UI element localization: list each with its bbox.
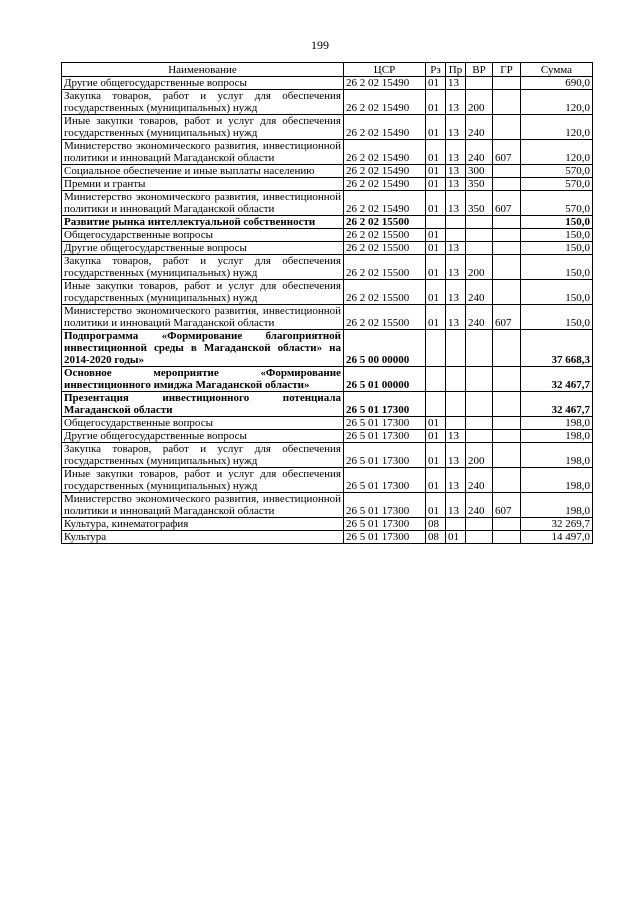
cell-sum: 198,0: [521, 468, 593, 493]
cell-vr: 200: [466, 90, 493, 115]
cell-sum: 14 497,0: [521, 531, 593, 544]
cell-gr: 607: [493, 140, 521, 165]
cell-vr: 240: [466, 493, 493, 518]
cell-gr: [493, 165, 521, 178]
header-csr: ЦСР: [344, 63, 426, 77]
cell-pr: 13: [446, 255, 466, 280]
cell-rz: 01: [426, 417, 446, 430]
table-row: [62, 191, 593, 216]
cell-rz: 01: [426, 229, 446, 242]
cell-name: Министерство экономического развития, инвестиционной политики и инноваций Магаданской области: [62, 191, 344, 216]
cell-rz: 01: [426, 430, 446, 443]
cell-csr: 26 2 02 15490: [344, 191, 426, 216]
cell-rz: 01: [426, 165, 446, 178]
cell-pr: 13: [446, 242, 466, 255]
cell-pr: [446, 367, 466, 392]
cell-csr: 26 2 02 15490: [344, 90, 426, 115]
cell-vr: [466, 392, 493, 417]
cell-pr: [446, 518, 466, 531]
cell-name: Иные закупки товаров, работ и услуг для обеспечения государственных (муниципальных) нужд: [62, 115, 344, 140]
cell-vr: [466, 531, 493, 544]
table-row: [62, 518, 593, 531]
cell-rz: [426, 330, 446, 367]
cell-sum: 32 467,7: [521, 367, 593, 392]
table-row: [62, 90, 593, 115]
cell-vr: [466, 417, 493, 430]
cell-sum: 150,0: [521, 229, 593, 242]
cell-name: Социальное обеспечение и иные выплаты населению: [62, 165, 344, 178]
cell-sum: 37 668,3: [521, 330, 593, 367]
cell-rz: 01: [426, 77, 446, 90]
cell-pr: 13: [446, 191, 466, 216]
cell-gr: [493, 77, 521, 90]
cell-rz: 01: [426, 255, 446, 280]
cell-pr: 13: [446, 305, 466, 330]
cell-name: Культура: [62, 531, 344, 544]
cell-sum: 570,0: [521, 191, 593, 216]
table-body: [62, 77, 593, 544]
cell-pr: 13: [446, 443, 466, 468]
cell-sum: 570,0: [521, 178, 593, 191]
cell-vr: 240: [466, 305, 493, 330]
table-row: [62, 255, 593, 280]
cell-pr: 13: [446, 140, 466, 165]
cell-name: Министерство экономического развития, инвестиционной политики и инноваций Магаданской области: [62, 305, 344, 330]
cell-sum: 120,0: [521, 115, 593, 140]
header-rz: Рз: [426, 63, 446, 77]
cell-name: Иные закупки товаров, работ и услуг для обеспечения государственных (муниципальных) нужд: [62, 468, 344, 493]
cell-name: Другие общегосударственные вопросы: [62, 430, 344, 443]
cell-name: Общегосударственные вопросы: [62, 229, 344, 242]
cell-gr: [493, 90, 521, 115]
cell-csr: 26 2 02 15500: [344, 242, 426, 255]
cell-gr: [493, 443, 521, 468]
cell-sum: 32 467,7: [521, 392, 593, 417]
table-row: [62, 430, 593, 443]
cell-sum: 198,0: [521, 430, 593, 443]
cell-pr: [446, 392, 466, 417]
table-row: [62, 468, 593, 493]
cell-pr: 13: [446, 280, 466, 305]
cell-gr: [493, 229, 521, 242]
cell-rz: [426, 367, 446, 392]
cell-gr: [493, 242, 521, 255]
cell-csr: 26 2 02 15500: [344, 229, 426, 242]
table-row: [62, 443, 593, 468]
cell-name: Основное мероприятие «Формирование инвестиционного имиджа Магаданской области»: [62, 367, 344, 392]
header-name: Наименование: [62, 63, 344, 77]
cell-name: Закупка товаров, работ и услуг для обеспечения государственных (муниципальных) нужд: [62, 255, 344, 280]
cell-csr: 26 2 02 15500: [344, 305, 426, 330]
cell-pr: 13: [446, 115, 466, 140]
cell-pr: 13: [446, 165, 466, 178]
header-pr: Пр: [446, 63, 466, 77]
cell-gr: [493, 115, 521, 140]
cell-name: Презентация инвестиционного потенциала Магаданской области: [62, 392, 344, 417]
table-row: [62, 242, 593, 255]
cell-name: Общегосударственные вопросы: [62, 417, 344, 430]
cell-pr: 01: [446, 531, 466, 544]
cell-pr: 13: [446, 178, 466, 191]
cell-pr: 13: [446, 77, 466, 90]
cell-vr: [466, 229, 493, 242]
cell-gr: [493, 280, 521, 305]
cell-gr: [493, 518, 521, 531]
table-row: [62, 216, 593, 229]
cell-rz: 01: [426, 305, 446, 330]
cell-rz: 01: [426, 468, 446, 493]
cell-csr: 26 5 01 17300: [344, 493, 426, 518]
cell-sum: 32 269,7: [521, 518, 593, 531]
cell-sum: 120,0: [521, 90, 593, 115]
cell-gr: [493, 178, 521, 191]
cell-vr: 200: [466, 255, 493, 280]
cell-gr: 607: [493, 191, 521, 216]
cell-gr: 607: [493, 493, 521, 518]
cell-name: Другие общегосударственные вопросы: [62, 77, 344, 90]
table-row: [62, 330, 593, 367]
header-gr: ГР: [493, 63, 521, 77]
cell-csr: 26 5 01 17300: [344, 443, 426, 468]
cell-pr: 13: [446, 468, 466, 493]
cell-vr: [466, 330, 493, 367]
cell-csr: 26 2 02 15490: [344, 140, 426, 165]
table-row: [62, 280, 593, 305]
cell-vr: [466, 367, 493, 392]
cell-csr: 26 5 01 17300: [344, 392, 426, 417]
table-row: [62, 140, 593, 165]
table-row: [62, 493, 593, 518]
header-sum: Сумма: [521, 63, 593, 77]
cell-pr: 13: [446, 493, 466, 518]
cell-rz: 01: [426, 178, 446, 191]
cell-rz: 01: [426, 115, 446, 140]
cell-sum: 690,0: [521, 77, 593, 90]
cell-name: Культура, кинематография: [62, 518, 344, 531]
cell-csr: 26 2 02 15490: [344, 77, 426, 90]
cell-name: Закупка товаров, работ и услуг для обеспечения государственных (муниципальных) нужд: [62, 443, 344, 468]
budget-table: [61, 62, 593, 544]
cell-vr: [466, 242, 493, 255]
cell-sum: 150,0: [521, 242, 593, 255]
cell-rz: 01: [426, 191, 446, 216]
cell-vr: [466, 518, 493, 531]
cell-sum: 150,0: [521, 280, 593, 305]
cell-vr: [466, 430, 493, 443]
cell-rz: 01: [426, 280, 446, 305]
cell-csr: 26 5 01 17300: [344, 430, 426, 443]
cell-pr: 13: [446, 90, 466, 115]
cell-csr: 26 2 02 15500: [344, 280, 426, 305]
cell-name: Премии и гранты: [62, 178, 344, 191]
cell-gr: [493, 392, 521, 417]
cell-csr: 26 5 01 17300: [344, 518, 426, 531]
cell-csr: 26 5 01 17300: [344, 468, 426, 493]
cell-name: Другие общегосударственные вопросы: [62, 242, 344, 255]
cell-csr: 26 5 01 17300: [344, 531, 426, 544]
cell-gr: [493, 430, 521, 443]
table-row: [62, 178, 593, 191]
cell-vr: 350: [466, 178, 493, 191]
cell-pr: [446, 330, 466, 367]
cell-pr: [446, 417, 466, 430]
header-vr: ВР: [466, 63, 493, 77]
cell-name: Министерство экономического развития, инвестиционной политики и инноваций Магаданской области: [62, 140, 344, 165]
cell-pr: [446, 229, 466, 242]
cell-vr: 240: [466, 468, 493, 493]
page-number: 199: [311, 38, 329, 52]
table-row: [62, 417, 593, 430]
cell-gr: [493, 367, 521, 392]
cell-gr: [493, 255, 521, 280]
cell-name: Развитие рынка интеллектуальной собственности: [62, 216, 344, 229]
cell-sum: 120,0: [521, 140, 593, 165]
cell-sum: 150,0: [521, 255, 593, 280]
cell-gr: [493, 531, 521, 544]
cell-gr: [493, 468, 521, 493]
cell-rz: [426, 216, 446, 229]
cell-csr: 26 2 02 15490: [344, 115, 426, 140]
cell-name: Министерство экономического развития, инвестиционной политики и инноваций Магаданской области: [62, 493, 344, 518]
cell-gr: [493, 216, 521, 229]
cell-sum: 570,0: [521, 165, 593, 178]
cell-vr: [466, 77, 493, 90]
cell-name: Иные закупки товаров, работ и услуг для обеспечения государственных (муниципальных) нужд: [62, 280, 344, 305]
cell-rz: 08: [426, 531, 446, 544]
table-row: [62, 115, 593, 140]
cell-rz: 01: [426, 242, 446, 255]
cell-sum: 198,0: [521, 443, 593, 468]
cell-sum: 150,0: [521, 216, 593, 229]
cell-vr: 240: [466, 140, 493, 165]
cell-vr: 240: [466, 280, 493, 305]
cell-rz: 01: [426, 443, 446, 468]
cell-vr: 240: [466, 115, 493, 140]
cell-rz: 01: [426, 493, 446, 518]
cell-rz: [426, 392, 446, 417]
table-row: [62, 531, 593, 544]
cell-sum: 150,0: [521, 305, 593, 330]
cell-name: Закупка товаров, работ и услуг для обеспечения государственных (муниципальных) нужд: [62, 90, 344, 115]
table-row: [62, 77, 593, 90]
cell-vr: 350: [466, 191, 493, 216]
cell-vr: [466, 216, 493, 229]
cell-gr: [493, 417, 521, 430]
cell-csr: 26 2 02 15490: [344, 178, 426, 191]
cell-vr: 300: [466, 165, 493, 178]
cell-csr: 26 5 00 00000: [344, 330, 426, 367]
cell-csr: 26 2 02 15500: [344, 216, 426, 229]
cell-sum: 198,0: [521, 417, 593, 430]
cell-csr: 26 2 02 15500: [344, 255, 426, 280]
cell-csr: 26 5 01 17300: [344, 417, 426, 430]
cell-name: Подпрограмма «Формирование благоприятной инвестиционной среды в Магаданской области» на 2014-2020 годы»: [62, 330, 344, 367]
cell-pr: 13: [446, 430, 466, 443]
cell-csr: 26 2 02 15490: [344, 165, 426, 178]
cell-rz: 01: [426, 140, 446, 165]
cell-csr: 26 5 01 00000: [344, 367, 426, 392]
cell-pr: [446, 216, 466, 229]
cell-rz: 08: [426, 518, 446, 531]
table-row: [62, 165, 593, 178]
table-row: [62, 367, 593, 392]
cell-rz: 01: [426, 90, 446, 115]
cell-vr: 200: [466, 443, 493, 468]
table-row: [62, 229, 593, 242]
cell-gr: [493, 330, 521, 367]
cell-gr: 607: [493, 305, 521, 330]
cell-sum: 198,0: [521, 493, 593, 518]
table-row: [62, 392, 593, 417]
table-header-row: [62, 63, 593, 77]
table-row: [62, 305, 593, 330]
